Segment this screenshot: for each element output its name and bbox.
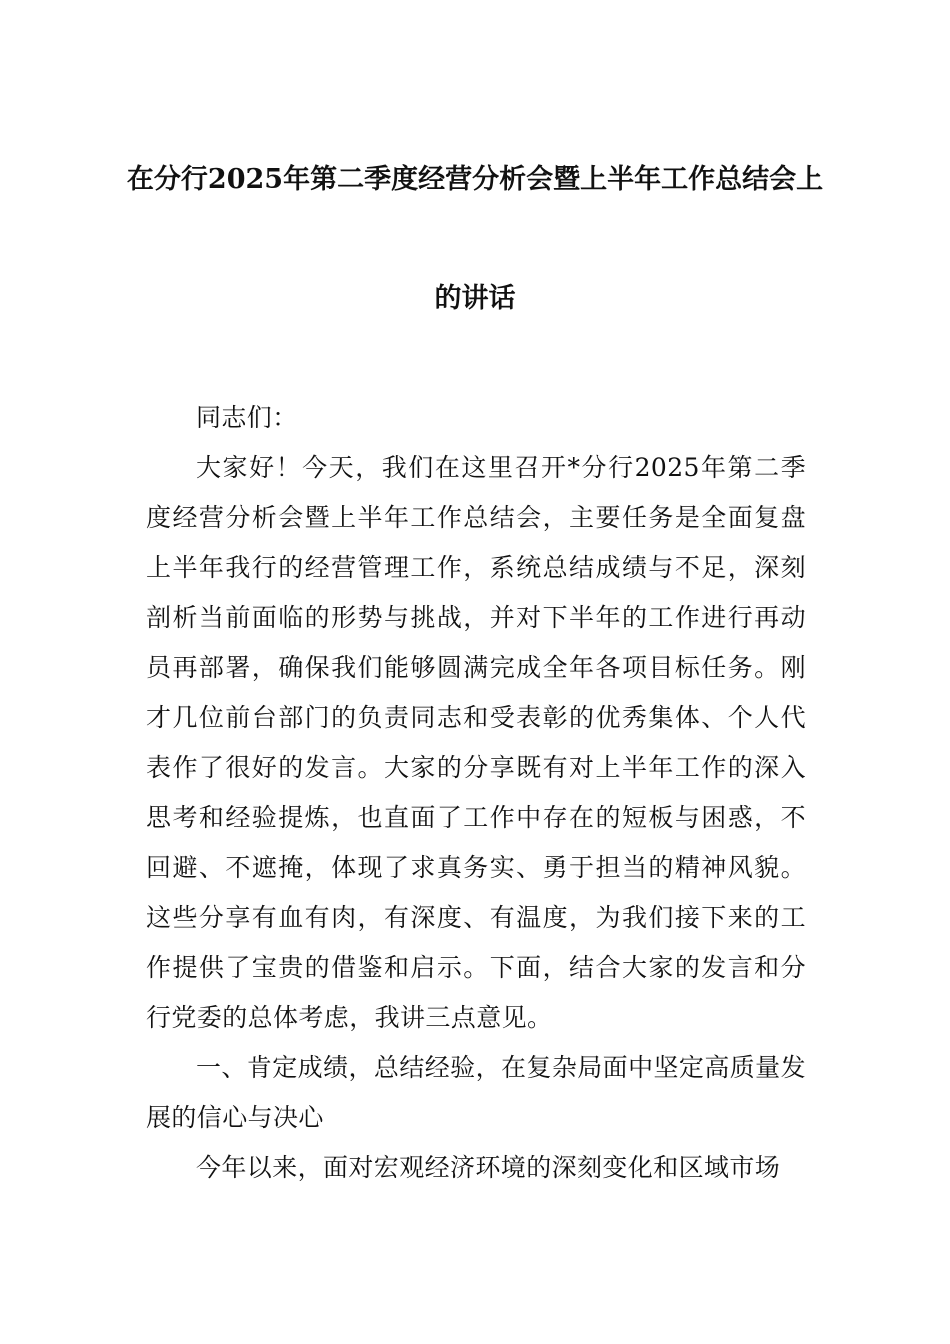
document-body [146,393,806,1193]
body-paragraph-2: 今年以来，面对宏观经济环境的深刻变化和区域市场 [196,1153,781,1182]
body-paragraph-1: 大家好！今天，我们在这里召开*分行2025年第二季度经营分析会暨上半年工作总结会，主要任务是全面复盘上半年我行的经营管理工作，系统总结成绩与不足，深刻剖析当前面临的形势与挑战，并对下半年的工作进行再动员再部署，确保我们能够圆满完成全年各项目标任务。刚才几位前台部门的负责同志和受表彰的优秀集体、个人代表作了很好的发言。大家的分享既有对上半年工作的深入思考和经验提炼，也直面了工作中存在的短板与困惑，不回避、不遮掩，体现了求真务实、勇于担当的精神风貌。这些分享有血有肉，有深度、有温度，为我们接下来的工作提供了宝贵的借鉴和启示。下面，结合大家的发言和分行党委的总体考虑，我讲三点意见。 [146,453,806,1032]
document-title-line-1: 在分行2025年第二季度经营分析会暨上半年工作总结会上 [126,164,824,195]
salutation: 同志们： [196,403,298,432]
section-heading-1: 一、肯定成绩，总结经验，在复杂局面中坚定高质量发展的信心与决心 [146,1053,806,1132]
document-title-line-2: 的讲话 [434,283,516,314]
